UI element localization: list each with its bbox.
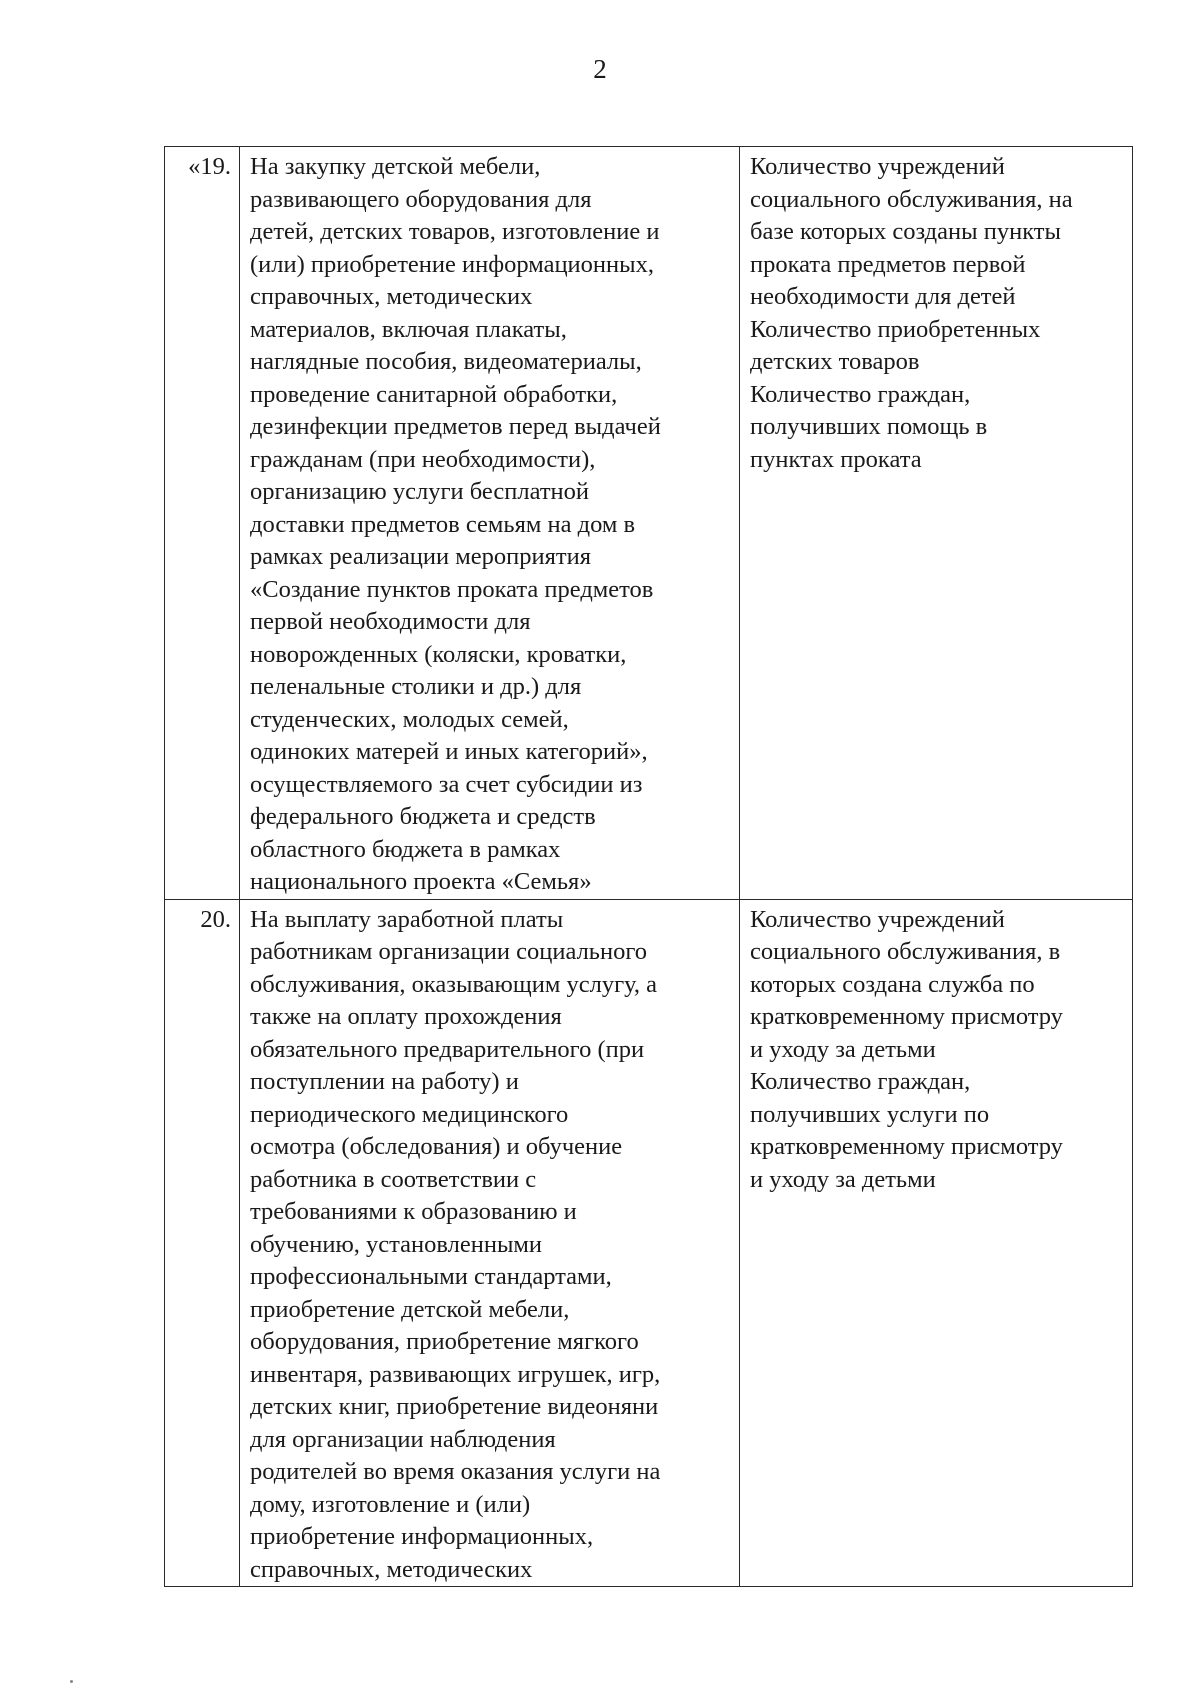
table-row xyxy=(165,147,1133,900)
row-number: «19. xyxy=(165,147,240,900)
row-indicators: Количество учреждений социального обслуживания, на базе которых созданы пункты проката предметов первой необходимости для детей Количество приобретенных детских товаров Количество граждан, получивших помощь в пунктах проката xyxy=(740,147,1133,900)
row-number: 20. xyxy=(165,899,240,1587)
content-table xyxy=(164,146,1133,1587)
table-row xyxy=(165,899,1133,1587)
row-description: На закупку детской мебели, развивающего оборудования для детей, детских товаров, изготовление и (или) приобретение информационных, справочных, методических материалов, включая плакаты, наглядные пособия, видеоматериалы, проведение санитарной обработки, дезинфекции предметов перед выдачей гражданам (при необходимости), организацию услуги бесплатной доставки предметов семьям на дом в рамках реализации мероприятия «Создание пунктов проката предметов первой необходимости для новорожденных (коляски, кроватки, пеленальные столики и др.) для студенческих, молодых семей, одиноких матерей и иных категорий», осуществляемого за счет субсидии из федерального бюджета и средств областного бюджета в рамках национального проекта «Семья» xyxy=(240,147,740,900)
page-number: 2 xyxy=(593,54,607,84)
row-indicators: Количество учреждений социального обслуживания, в которых создана служба по кратковременному присмотру и уходу за детьми Количество граждан, получивших услуги по кратковременному присмотру и уходу за детьми xyxy=(740,899,1133,1587)
row-description: На выплату заработной платы работникам организации социального обслуживания, оказывающим услугу, а также на оплату прохождения обязательного предварительного (при поступлении на работу) и периодического медицинского осмотра (обследования) и обучение работника в соответствии с требованиями к образованию и обучению, установленными профессиональными стандартами, приобретение детской мебели, оборудования, приобретение мягкого инвентаря, развивающих игрушек, игр, детских книг, приобретение видеоняни для организации наблюдения родителей во время оказания услуги на дому, изготовление и (или) приобретение информационных, справочных, методических xyxy=(240,899,740,1587)
scan-speck xyxy=(70,1680,73,1683)
